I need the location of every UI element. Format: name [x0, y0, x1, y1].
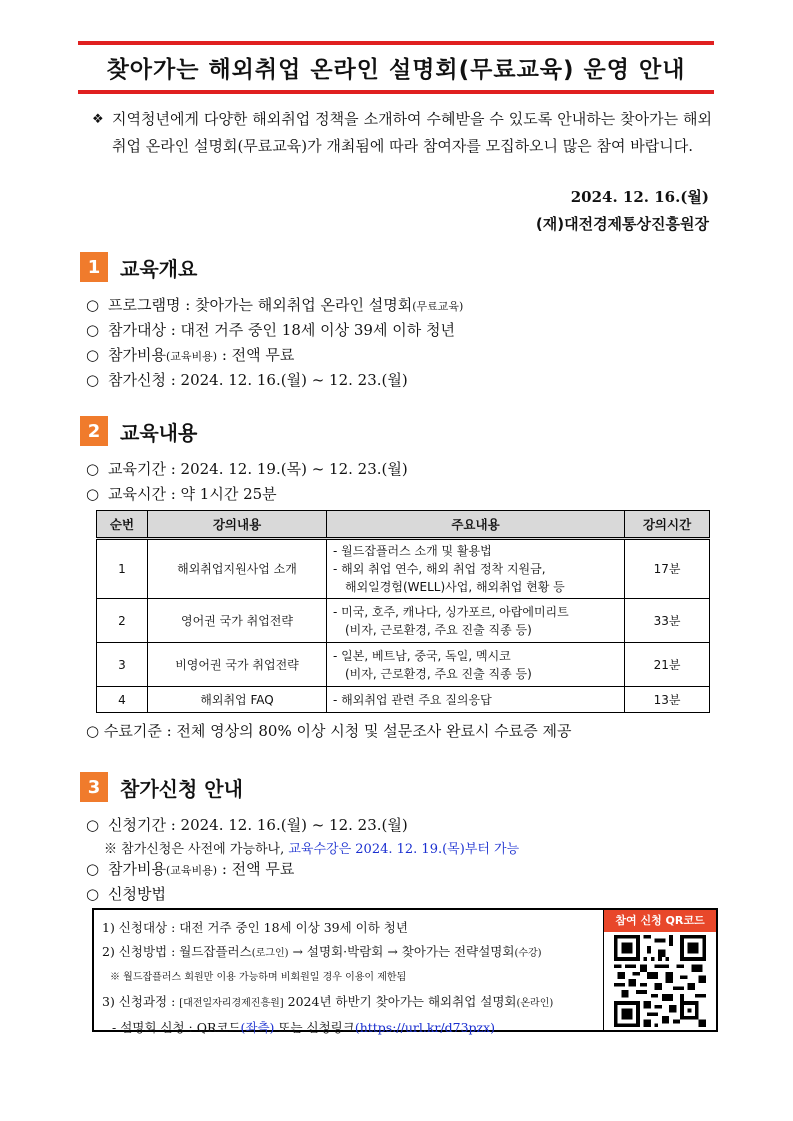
lecture-time: 17분	[625, 539, 710, 599]
table-row	[97, 599, 710, 643]
application-note: ※ 참가신청은 사전에 가능하나, 교육수강은 2024. 12. 19.(목)부터 가능	[104, 842, 520, 857]
row-number: 1	[97, 539, 148, 599]
diamond-bullet-icon: ❖	[92, 112, 104, 127]
section-number: 2	[80, 416, 108, 446]
apply-member-note: ※ 월드잡플러스 회원만 이용 가능하며 비회원일 경우 이용이 제한됨	[110, 972, 407, 983]
lecture-title: 해외취업 FAQ	[148, 687, 327, 713]
application-period: ○ 신청기간 : 2024. 12. 16.(월) ~ 12. 23.(월)	[86, 816, 408, 834]
overview-target: ○ 참가대상 : 대전 거주 중인 18세 이상 39세 이하 청년	[86, 321, 455, 339]
overview-application: ○ 참가신청 : 2024. 12. 16.(월) ~ 12. 23.(월)	[86, 371, 408, 389]
lecture-title: 영어권 국가 취업전략	[148, 599, 327, 643]
lecture-content: - 미국, 호주, 캐나다, 싱가포르, 아랍에미리트 (비자, 근로환경, 주요 진출 직종 등)	[327, 599, 625, 643]
lecture-title: 해외취업지원사업 소개	[148, 539, 327, 599]
document-date: 2024. 12. 16.(월)	[570, 188, 709, 206]
application-details	[94, 910, 604, 1035]
apply-method: 2) 신청방법 : 월드잡플러스(로그인) → 설명회·박람회 → 찾아가는 전략설명회(수강)	[102, 944, 542, 959]
application-cost: ○ 참가비용(교육비용) : 전액 무료	[86, 860, 295, 878]
overview-program-name: ○ 프로그램명 : 찾아가는 해외취업 온라인 설명회(무료교육)	[86, 296, 464, 314]
lecture-time: 33분	[625, 599, 710, 643]
table-row	[97, 539, 710, 599]
lecture-time: 21분	[625, 643, 710, 687]
curriculum-table	[96, 510, 710, 713]
column-header: 강의내용	[148, 511, 327, 539]
application-link[interactable]: (https://url.kr/d73pzx)	[354, 1020, 496, 1035]
apply-link-line: - 설명회 신청 : QR코드(좌측) 또는 신청링크(https://url.kr/d73pzx)	[112, 1020, 496, 1035]
section-title: 교육내용	[120, 420, 198, 445]
table-row	[97, 687, 710, 713]
section-2-header	[80, 416, 197, 446]
section-3-header	[80, 772, 243, 802]
edu-period: ○ 교육기간 : 2024. 12. 19.(목) ~ 12. 23.(월)	[86, 460, 408, 478]
qr-panel	[604, 910, 716, 1030]
application-box	[92, 908, 718, 1035]
intro-paragraph	[92, 106, 712, 160]
qr-code-icon[interactable]	[614, 935, 706, 1027]
qr-title: 참여 신청 QR코드	[604, 910, 716, 932]
lecture-content: - 일본, 베트남, 중국, 독일, 멕시코 (비자, 근로환경, 주요 진출 직종 등)	[327, 643, 625, 687]
apply-target: 1) 신청대상 : 대전 거주 중인 18세 이상 39세 이하 청년	[102, 920, 408, 935]
issuing-organization: (재)대전경제통상진흥원장	[535, 215, 709, 233]
section-title: 교육개요	[120, 256, 198, 281]
apply-process: 3) 신청과정 : [대전일자리경제진흥원] 2024년 하반기 찾아가는 해외취업 설명회(온라인)	[102, 994, 554, 1009]
lecture-time: 13분	[625, 687, 710, 713]
row-number: 3	[97, 643, 148, 687]
section-title: 참가신청 안내	[120, 776, 243, 801]
overview-cost: ○ 참가비용(교육비용) : 전액 무료	[86, 346, 295, 364]
lecture-content: - 해외취업 관련 주요 질의응답	[327, 687, 625, 713]
column-header: 주요내용	[327, 511, 625, 539]
lecture-title: 비영어권 국가 취업전략	[148, 643, 327, 687]
completion-criteria: ○ 수료기준 : 전체 영상의 80% 이상 시청 및 설문조사 완료시 수료증 제공	[86, 722, 572, 740]
edu-duration: ○ 교육시간 : 약 1시간 25분	[86, 485, 277, 503]
section-number: 1	[80, 252, 108, 282]
table-row	[97, 643, 710, 687]
table-header-row	[97, 511, 710, 539]
row-number: 2	[97, 599, 148, 643]
section-number: 3	[80, 772, 108, 802]
page-title: 찾아가는 해외취업 온라인 설명회(무료교육) 운영 안내	[106, 57, 686, 83]
row-number: 4	[97, 687, 148, 713]
title-bar	[78, 41, 714, 94]
section-1-header	[80, 252, 197, 282]
qr-code-container	[604, 932, 716, 1030]
intro-text: 지역청년에게 다양한 해외취업 정책을 소개하여 수혜받을 수 있도록 안내하는 찾아가는 해외취업 온라인 설명회(무료교육)가 개최됨에 따라 참여자를 모집하오니 많은 참여 바랍니다.	[112, 110, 712, 155]
lecture-content: - 월드잡플러스 소개 및 활용법 - 해외 취업 연수, 해외 취업 정착 지원금, 해외일경험(WELL)사업, 해외취업 현황 등	[327, 539, 625, 599]
column-header: 강의시간	[625, 511, 710, 539]
application-method: ○ 신청방법	[86, 885, 166, 903]
column-header: 순번	[97, 511, 148, 539]
